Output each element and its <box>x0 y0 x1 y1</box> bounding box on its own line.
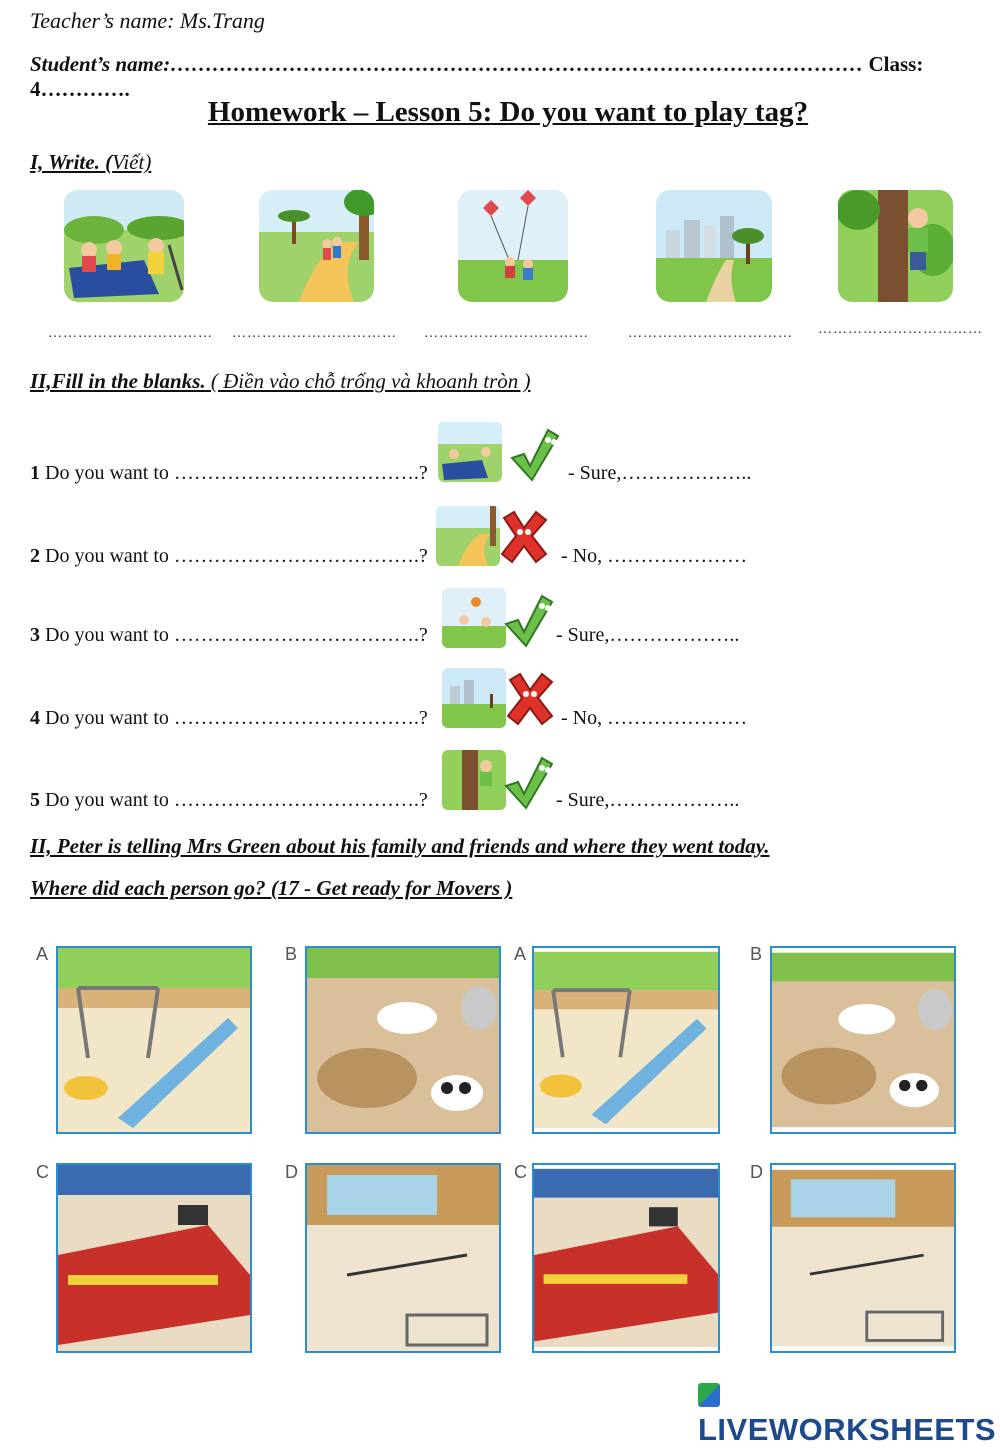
answer-reply[interactable]: - Sure,……………….. <box>556 789 740 811</box>
zoo-scene <box>770 946 956 1134</box>
section-2-heading: II,Fill in the blanks. ( Điền vào chỗ trống và khoanh tròn ) <box>30 369 531 393</box>
city-park-picture <box>656 190 772 302</box>
student-name-line <box>30 52 1000 102</box>
question-picture <box>442 588 506 648</box>
answer-reply[interactable]: - No, ………………… <box>561 545 748 567</box>
write-blank-4[interactable]: …………………………… <box>628 326 793 341</box>
answer-reply[interactable]: - Sure,……………….. <box>568 462 752 484</box>
question-5[interactable] <box>30 789 428 812</box>
sports-centre-scene <box>305 1163 501 1353</box>
section-1-heading: I, Write. (Viết) <box>30 150 152 174</box>
train-station-scene <box>56 1163 252 1353</box>
scene-letter: C <box>36 1162 49 1182</box>
class-label: Class: 4…………. <box>30 52 924 101</box>
question-2[interactable] <box>30 545 428 568</box>
question-text[interactable]: Do you want to ……………………………….? <box>40 624 428 646</box>
scene-letter: A <box>36 944 49 964</box>
question-number: 5 <box>30 789 40 811</box>
park-walk-picture <box>259 190 374 302</box>
playground-scene <box>532 946 720 1134</box>
kite-flying-picture <box>458 190 568 302</box>
scene-letter: B <box>285 944 298 964</box>
cross-mark-icon <box>498 508 550 566</box>
write-blank-3[interactable]: …………………………… <box>424 326 589 341</box>
question-picture <box>442 668 506 728</box>
question-picture <box>436 506 500 566</box>
check-mark-icon <box>502 752 554 810</box>
check-mark-icon <box>502 590 554 648</box>
scene-letter: A <box>514 944 527 964</box>
sports-centre-scene <box>770 1163 956 1353</box>
playground-scene <box>56 946 252 1134</box>
write-blank-1[interactable]: …………………………… <box>48 326 213 341</box>
question-picture <box>442 750 506 810</box>
answer-reply[interactable]: - No, ………………… <box>561 707 748 729</box>
cross-mark-icon <box>504 670 556 728</box>
picnic-picture <box>64 190 184 302</box>
question-number: 3 <box>30 624 40 646</box>
question-text[interactable]: Do you want to ……………………………….? <box>40 545 428 567</box>
question-3[interactable] <box>30 624 428 647</box>
question-picture <box>438 422 502 482</box>
scene-letter: C <box>514 1162 527 1182</box>
scene-letter: D <box>285 1162 298 1182</box>
teacher-name: Teacher’s name: Ms.Trang <box>30 8 265 33</box>
write-blank-5[interactable]: …………………………… <box>818 322 983 337</box>
question-number: 4 <box>30 707 40 729</box>
question-text[interactable]: Do you want to ……………………………….? <box>40 789 428 811</box>
section-3-heading: II, Peter is telling Mrs Green about his family and friends and where they went today. <box>30 834 770 858</box>
answer-reply[interactable]: - Sure,……………….. <box>556 624 740 646</box>
zoo-scene <box>305 946 501 1134</box>
write-blank-2[interactable]: …………………………… <box>232 326 397 341</box>
liveworksheets-logo-icon <box>698 1383 720 1407</box>
question-text[interactable]: Do you want to ……………………………….? <box>40 707 428 729</box>
question-1[interactable] <box>30 462 428 485</box>
tree-climbing-picture <box>838 190 953 302</box>
train-station-scene <box>532 1163 720 1353</box>
question-number: 1 <box>30 462 40 484</box>
scene-letter: D <box>750 1162 763 1182</box>
question-number: 2 <box>30 545 40 567</box>
page-title: Homework – Lesson 5: Do you want to play tag? <box>207 96 809 128</box>
question-4[interactable] <box>30 707 428 730</box>
question-text[interactable]: Do you want to ……………………………….? <box>40 462 428 484</box>
section-3-subheading: Where did each person go? (17 - Get ready for Movers ) <box>30 876 513 900</box>
check-mark-icon <box>508 424 560 482</box>
scene-letter: B <box>750 944 763 964</box>
student-name-label: Student’s name:……………………………………………………………………………………… <box>30 52 869 76</box>
liveworksheets-logo: LIVEWORKSHEETS <box>698 1376 1000 1448</box>
